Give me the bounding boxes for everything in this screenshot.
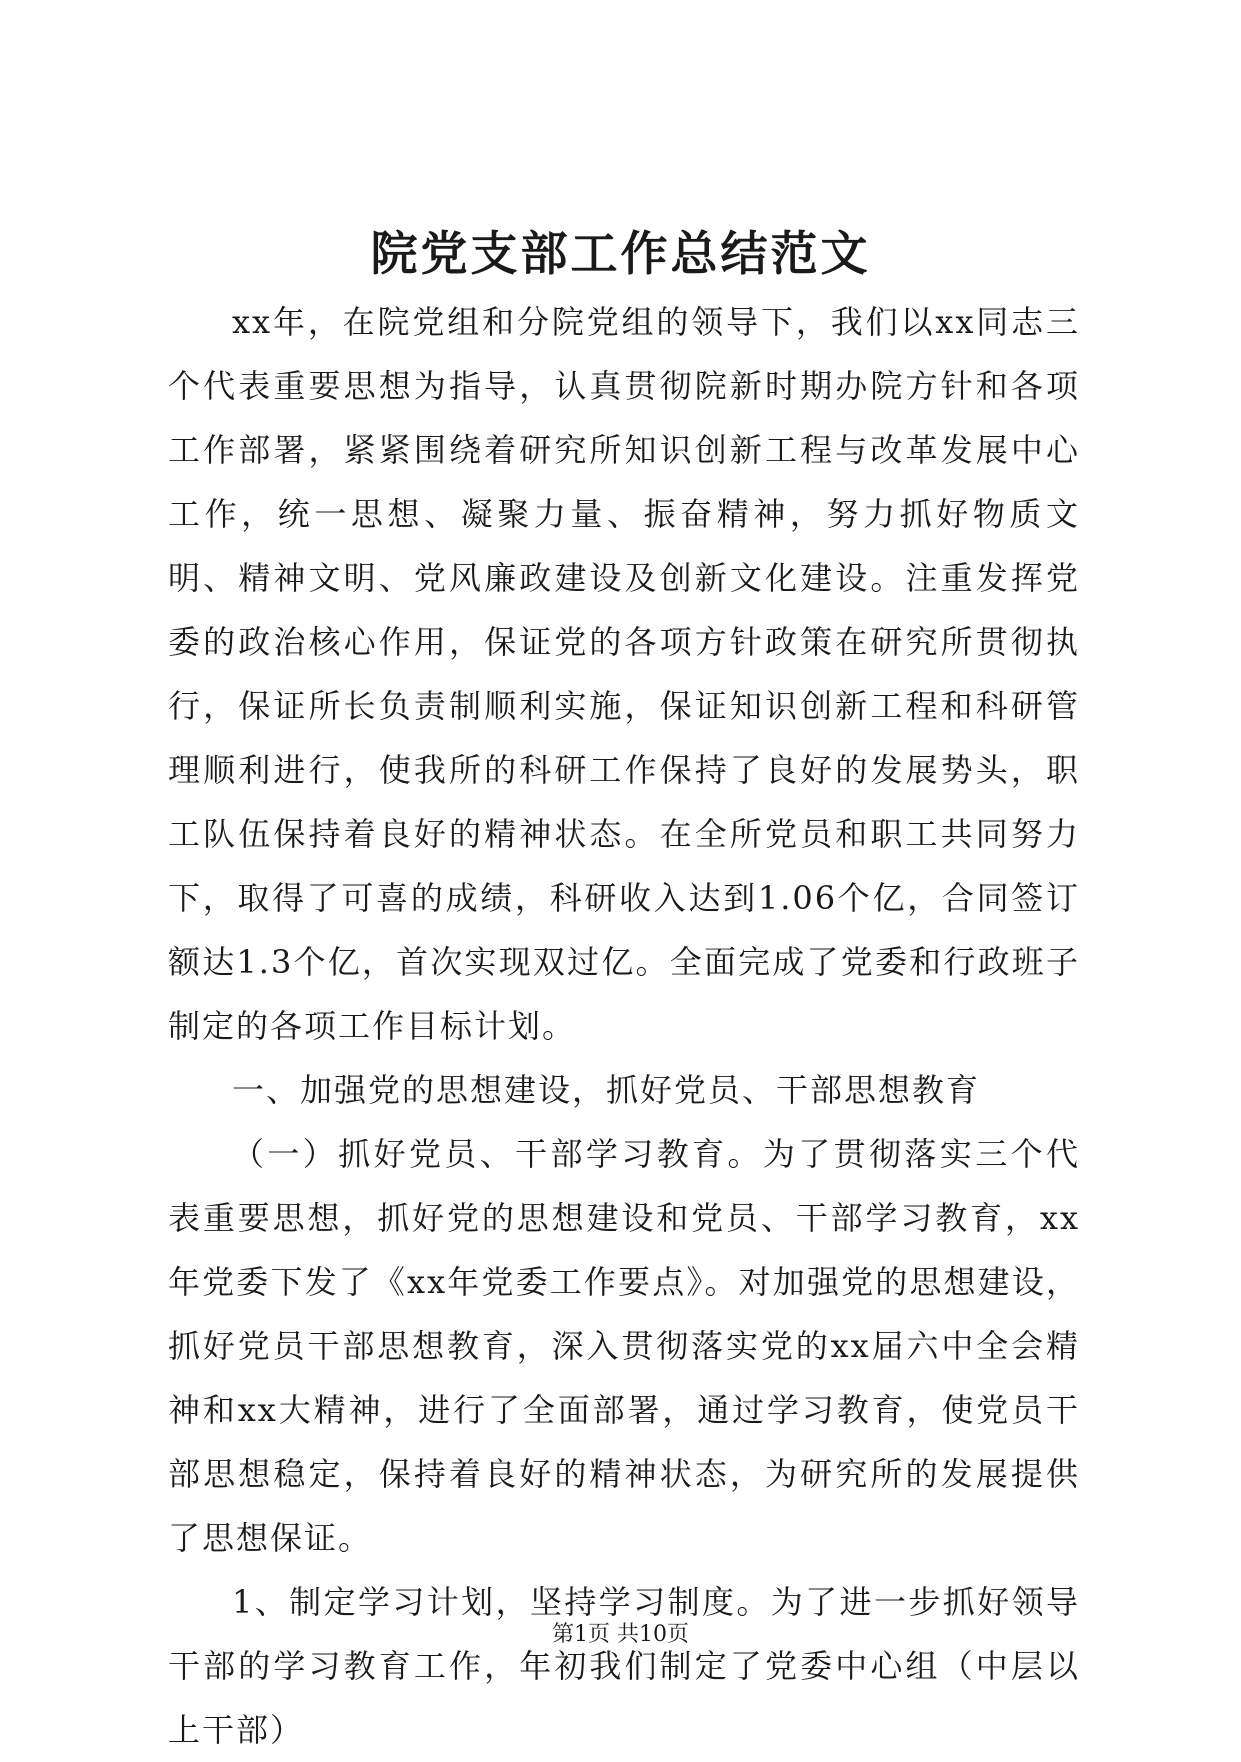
section-heading-1: 一、加强党的思想建设，抓好党员、干部思想教育 bbox=[232, 1071, 981, 1109]
paragraph-item-1: 1、制定学习计划，坚持学习制度。为了进一步抓好领导干部的学习教育工作，年初我们制定了党委中心组（中层以上干部） bbox=[168, 1583, 1080, 1749]
paragraph-intro: xx年，在院党组和分院党组的领导下，我们以xx同志三个代表重要思想为指导，认真贯彻院新时期办院方针和各项工作部署，紧紧围绕着研究所知识创新工程与改革发展中心工作，统一思想、凝聚力量、振奋精神，努力抓好物质文明、精神文明、党风廉政建设及创新文化建设。注重发挥党委的政治核心作用，保证党的各项方针政策在研究所贯彻执行，保证所长负责制顺利实施，保证知识创新工程和科研管理顺利进行，使我所的科研工作保持了良好的发展势头，职工队伍保持着良好的精神状态。在全所党员和职工共同努力下，取得了可喜的成绩，科研收入达到1.06个亿，合同签订额达1.3个亿，首次实现双过亿。全面完成了党委和行政班子制定的各项工作目标计划。 bbox=[168, 303, 1080, 1045]
paragraph-subsection-1: （一）抓好党员、干部学习教育。为了贯彻落实三个代表重要思想，抓好党的思想建设和党员、干部学习教育，xx年党委下发了《xx年党委工作要点》。对加强党的思想建设，抓好党员干部思想教育，深入贯彻落实党的xx届六中全会精神和xx大精神，进行了全面部署，通过学习教育，使党员干部思想稳定，保持着良好的精神状态，为研究所的发展提供了思想保证。 bbox=[168, 1135, 1080, 1557]
document-body bbox=[168, 290, 1080, 1762]
document-title: 院党支部工作总结范文 bbox=[370, 227, 871, 282]
page-number-footer: 第1页 共10页 bbox=[552, 1622, 689, 1647]
